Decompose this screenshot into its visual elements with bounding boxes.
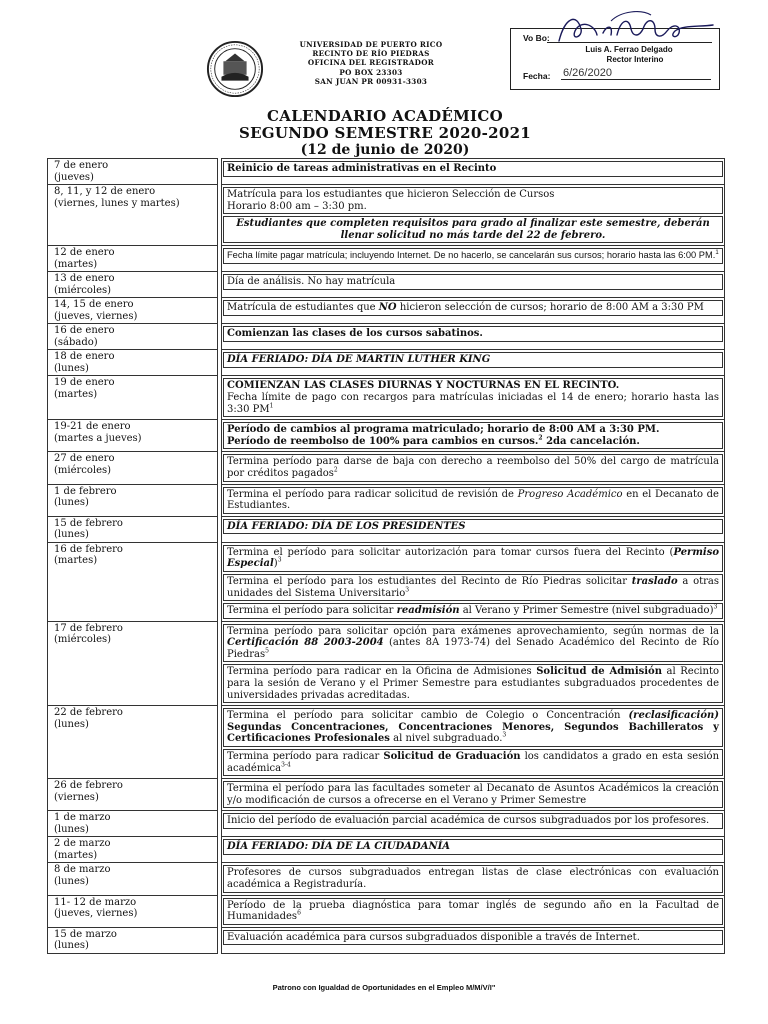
- weekday-text: (jueves): [54, 171, 94, 183]
- weekday-text: (lunes): [54, 823, 89, 835]
- event-text: al Verano y Primer Semestre (nivel subgraduado): [462, 605, 714, 617]
- signer-name: Luis A. Ferrao Delgado: [585, 45, 673, 54]
- event-text: Termina período para darse de baja con derecho a reembolso del 50% del cargo de matrícula por créditos pagados: [227, 456, 719, 479]
- event-cell: [222, 811, 725, 837]
- event-text: en el Decanato de Estudiantes.: [227, 488, 719, 512]
- event: [223, 624, 723, 663]
- weekday-text: (martes): [54, 258, 98, 270]
- table-row: [48, 350, 725, 376]
- date-text: 8, 11, y 12 de enero: [54, 186, 156, 197]
- event: DÍA FERIADO: DÍA DE LOS PRESIDENTES: [223, 519, 723, 535]
- date-cell: [48, 159, 218, 185]
- date-text: 8 de marzo: [54, 864, 111, 876]
- event: Estudiantes que completen requisitos para grado al finalizar este semestre, deberán llenar solicitud no más tarde del 22 de febrero.: [223, 216, 723, 243]
- event: Reinicio de tareas administrativas en el Recinto: [223, 161, 723, 177]
- date-cell: [48, 420, 218, 452]
- footnote-ref: 5: [265, 647, 269, 655]
- event-text: los candidatos a grado en esta sesión académica: [227, 751, 720, 774]
- footnote-ref: 3: [502, 732, 507, 740]
- table-row: [48, 246, 725, 272]
- event: [223, 708, 723, 747]
- university-seal-icon: [206, 40, 264, 98]
- date-text: 1 de marzo: [54, 812, 111, 824]
- event-emphasis: readmisión: [396, 605, 460, 617]
- event-text: Termina período para radicar en la Oficina de Admisiones: [227, 666, 532, 678]
- university-line: OFICINA DEL REGISTRADOR: [307, 58, 435, 68]
- date-cell: [48, 350, 218, 376]
- footnote-ref: 3: [277, 556, 282, 564]
- table-row: [48, 159, 725, 185]
- event: [223, 248, 723, 264]
- event-cell: [222, 542, 725, 621]
- event-text: Período de reembolso de 100% para cambios en cursos.: [227, 435, 539, 447]
- weekday-text: (lunes): [54, 497, 89, 509]
- title-line: SEGUNDO SEMESTRE 2020-2021: [238, 124, 532, 142]
- event: Profesores de cursos subgraduados entregan listas de clase electrónicas con evaluación académica a Registraduría.: [223, 865, 723, 892]
- event-cell: [222, 621, 725, 706]
- event-emphasis: Segundas Concentraciones, Concentraciones Menores, Segundos Bachilleratos y Certificaciones Profesionales: [227, 721, 719, 745]
- event: [223, 487, 723, 514]
- event: [223, 300, 723, 316]
- date-text: 11- 12 de marzo: [54, 896, 137, 908]
- event-emphasis: (reclasificación): [628, 710, 720, 722]
- vobo-label: Vo Bo:: [523, 33, 550, 43]
- date-cell: [48, 376, 218, 420]
- event: Día de análisis. No hay matrícula: [223, 274, 723, 290]
- weekday-text: (miércoles): [54, 464, 112, 476]
- event-emphasis: Progreso Académico: [517, 488, 623, 500]
- date-text: 22 de febrero: [54, 707, 123, 719]
- date-label: Fecha:: [523, 71, 551, 81]
- table-row: [48, 185, 725, 246]
- event-text: 2da cancelación.: [546, 435, 640, 447]
- event-text: Termina el período para los estudiantes del Recinto de Río Piedras solicitar: [227, 575, 628, 587]
- date-text: 1 de febrero: [54, 485, 117, 497]
- weekday-text: (viernes, lunes y martes): [54, 197, 180, 209]
- table-row: [48, 863, 725, 895]
- event-text: a otras unidades del Sistema Universitario: [227, 575, 719, 599]
- event-emphasis: Solicitud de Admisión: [536, 666, 662, 678]
- date-value: 6/26/2020: [561, 67, 711, 80]
- footnote-ref: 2: [333, 466, 338, 474]
- event: [223, 422, 723, 449]
- event-emphasis: Solicitud de Graduación: [383, 751, 521, 763]
- date-text: 26 de febrero: [54, 780, 123, 792]
- footnote-ref: 2: [538, 434, 543, 442]
- event: [223, 545, 723, 572]
- weekday-text: (lunes): [54, 529, 89, 541]
- weekday-text: (lunes): [54, 940, 89, 952]
- university-line: SAN JUAN PR 00931-3303: [314, 76, 428, 86]
- footnote-ref: 3-4: [281, 761, 291, 769]
- event: [223, 603, 723, 619]
- event-text: Fecha límite pagar matrícula; incluyendo Internet. De no hacerlo, se cancelarán sus cursos; horario hasta las 6:00 PM.: [227, 250, 716, 261]
- date-cell: [48, 927, 218, 953]
- date-cell: [48, 706, 218, 779]
- event-emphasis: Certificación 88 2003-2004: [227, 637, 384, 649]
- table-row: [48, 484, 725, 516]
- event-cell: [222, 246, 725, 272]
- event-emphasis: traslado: [631, 575, 678, 587]
- event: Evaluación académica para cursos subgraduados disponible a través de Internet.: [223, 930, 723, 946]
- weekday-text: (martes a jueves): [54, 432, 142, 444]
- event-cell: [222, 452, 725, 484]
- event-text: Fecha límite de pago con recargos para matrículas iniciadas el 14 de enero; horario hasta las 3:30 PM: [227, 391, 719, 415]
- weekday-text: (martes): [54, 849, 98, 861]
- table-row: [48, 542, 725, 621]
- date-cell: [48, 452, 218, 484]
- event-cell: [222, 516, 725, 542]
- event-text: Período de cambios al programa matriculado; horario de 8:00 AM a 3:30 PM.: [227, 424, 660, 436]
- title-date: (12 de junio de 2020): [300, 142, 470, 158]
- table-row: [48, 779, 725, 811]
- date-cell: [48, 272, 218, 298]
- weekday-text: (miércoles): [54, 634, 112, 646]
- weekday-text: (sábado): [54, 336, 98, 348]
- date-text: 19 de enero: [54, 377, 115, 389]
- date-text: 19-21 de enero: [54, 421, 131, 433]
- event: Termina el período para las facultades someter al Decanato de Asuntos Académicos la creación y/o modificación de cursos a ofrecerse en el Verano y Primer Semestre: [223, 781, 723, 808]
- event: [223, 378, 723, 417]
- table-row: [48, 420, 725, 452]
- date-cell: [48, 246, 218, 272]
- weekday-text: (miércoles): [54, 284, 112, 296]
- date-text: 27 de enero: [54, 453, 115, 465]
- event: Inicio del período de evaluación parcial académica de cursos subgraduados por los profesores.: [223, 813, 723, 829]
- event-cell: [222, 927, 725, 953]
- event-text: Termina período para solicitar opción para exámenes aprovechamiento, según normas de la: [227, 625, 719, 637]
- event-cell: [222, 298, 725, 324]
- event-text: Matrícula para los estudiantes que hicieron Selección de Cursos: [227, 189, 555, 200]
- event-text: Termina el período para solicitar cambio de Colegio o Concentración: [227, 710, 621, 722]
- table-row: [48, 324, 725, 350]
- event-cell: [222, 484, 725, 516]
- table-row: [48, 811, 725, 837]
- date-cell: [48, 811, 218, 837]
- event: [223, 749, 723, 776]
- date-cell: [48, 516, 218, 542]
- table-row: [48, 376, 725, 420]
- table-row: [48, 516, 725, 542]
- date-text: 16 de febrero: [54, 543, 123, 555]
- university-address-block: [276, 40, 466, 86]
- date-text: 2 de marzo: [54, 838, 111, 850]
- event-text: Termina el período para solicitar autorización para tomar cursos fuera del Recinto (: [227, 546, 674, 558]
- date-text: 18 de enero: [54, 351, 115, 363]
- date-cell: [48, 542, 218, 621]
- event: [223, 454, 723, 481]
- event: [223, 664, 723, 703]
- event-cell: [222, 324, 725, 350]
- date-cell: [48, 298, 218, 324]
- date-cell: [48, 185, 218, 246]
- event-cell: [222, 863, 725, 895]
- weekday-text: (lunes): [54, 875, 89, 887]
- date-cell: [48, 621, 218, 706]
- event-cell: [222, 779, 725, 811]
- event-cell: [222, 837, 725, 863]
- date-cell: [48, 837, 218, 863]
- date-text: 7 de enero: [54, 160, 109, 171]
- document-title: [180, 108, 590, 159]
- date-cell: [48, 895, 218, 927]
- event-cell: [222, 706, 725, 779]
- date-text: 13 de enero: [54, 273, 115, 285]
- academic-calendar-table: [47, 158, 725, 954]
- table-row: [48, 895, 725, 927]
- event-cell: [222, 272, 725, 298]
- table-row: [48, 927, 725, 953]
- event-emphasis: Permiso Especial: [227, 546, 719, 570]
- event: DÍA FERIADO: DÍA DE MARTIN LUTHER KING: [223, 352, 723, 368]
- signer-title: Rector Interino: [606, 55, 664, 64]
- footnote-ref: 3: [713, 603, 718, 611]
- table-row: [48, 837, 725, 863]
- event-text: Termina período para radicar: [227, 751, 380, 763]
- event-emphasis: NO: [378, 302, 397, 314]
- event-text: COMIENZAN LAS CLASES DIURNAS Y NOCTURNAS EN EL RECINTO.: [227, 380, 620, 392]
- date-cell: [48, 863, 218, 895]
- event-text: Termina el período para solicitar: [227, 605, 394, 617]
- event-cell: [222, 376, 725, 420]
- table-row: [48, 298, 725, 324]
- footer-equal-opportunity: Patrono con Igualdad de Oportunidades en el Empleo M/M/V/I": [272, 983, 496, 992]
- footnote-ref: 1: [269, 402, 274, 410]
- university-line: RECINTO DE RÍO PIEDRAS: [312, 49, 430, 59]
- date-cell: [48, 324, 218, 350]
- event: [223, 574, 723, 601]
- weekday-text: (lunes): [54, 362, 89, 374]
- event-text: al Recinto para la sesión de Verano y el Primer Semestre para estudiantes subgraduados procedentes de universidades privadas acreditadas.: [227, 666, 719, 701]
- weekday-text: (lunes): [54, 718, 89, 730]
- event-text: al nivel subgraduado.: [393, 733, 503, 745]
- event: [223, 898, 723, 925]
- approval-box: [510, 28, 720, 90]
- table-row: [48, 272, 725, 298]
- event-text: Termina el período para radicar solicitud de revisión de: [227, 488, 514, 500]
- event-text: Matrícula de estudiantes que: [227, 302, 376, 314]
- date-text: 14, 15 de enero: [54, 299, 134, 311]
- event: [223, 187, 723, 214]
- university-line: UNIVERSIDAD DE PUERTO RICO: [299, 40, 443, 49]
- title-line: CALENDARIO ACADÉMICO: [267, 107, 503, 125]
- weekday-text: (jueves, viernes): [54, 908, 138, 920]
- event-cell: [222, 159, 725, 185]
- date-text: 12 de enero: [54, 247, 115, 259]
- event-cell: [222, 420, 725, 452]
- table-row: [48, 706, 725, 779]
- date-cell: [48, 779, 218, 811]
- weekday-text: (jueves, viernes): [54, 310, 138, 322]
- footnote-ref: 3: [405, 586, 410, 594]
- event-cell: [222, 350, 725, 376]
- footnote-ref: 1: [715, 250, 719, 257]
- table-row: [48, 452, 725, 484]
- event-text: hicieron selección de cursos; horario de 8:00 AM a 3:30 PM: [399, 302, 704, 314]
- date-text: 16 de enero: [54, 325, 115, 337]
- event-text: Horario 8:00 am – 3:30 pm.: [227, 200, 367, 212]
- event: DÍA FERIADO: DÍA DE LA CIUDADANÍA: [223, 839, 723, 855]
- university-line: PO BOX 23303: [339, 67, 403, 77]
- weekday-text: (martes): [54, 555, 98, 567]
- event-text: ): [273, 558, 278, 570]
- weekday-text: (martes): [54, 388, 98, 400]
- date-cell: [48, 484, 218, 516]
- table-row: [48, 621, 725, 706]
- date-text: 17 de febrero: [54, 622, 123, 634]
- date-text: 15 de febrero: [54, 517, 123, 529]
- event-text: Período de la prueba diagnóstica para tomar inglés de segundo año en la Facultad de Humanidades: [227, 899, 719, 923]
- footnote-ref: 6: [297, 909, 301, 917]
- event-text: (antes 8A 1973-74) del Senado Académico del Recinto de Río Piedras: [227, 637, 719, 660]
- event: Comienzan las clases de los cursos sabatinos.: [223, 326, 723, 342]
- weekday-text: (viernes): [54, 791, 99, 803]
- date-text: 15 de marzo: [54, 928, 117, 940]
- event-cell: [222, 895, 725, 927]
- event-cell: [222, 185, 725, 246]
